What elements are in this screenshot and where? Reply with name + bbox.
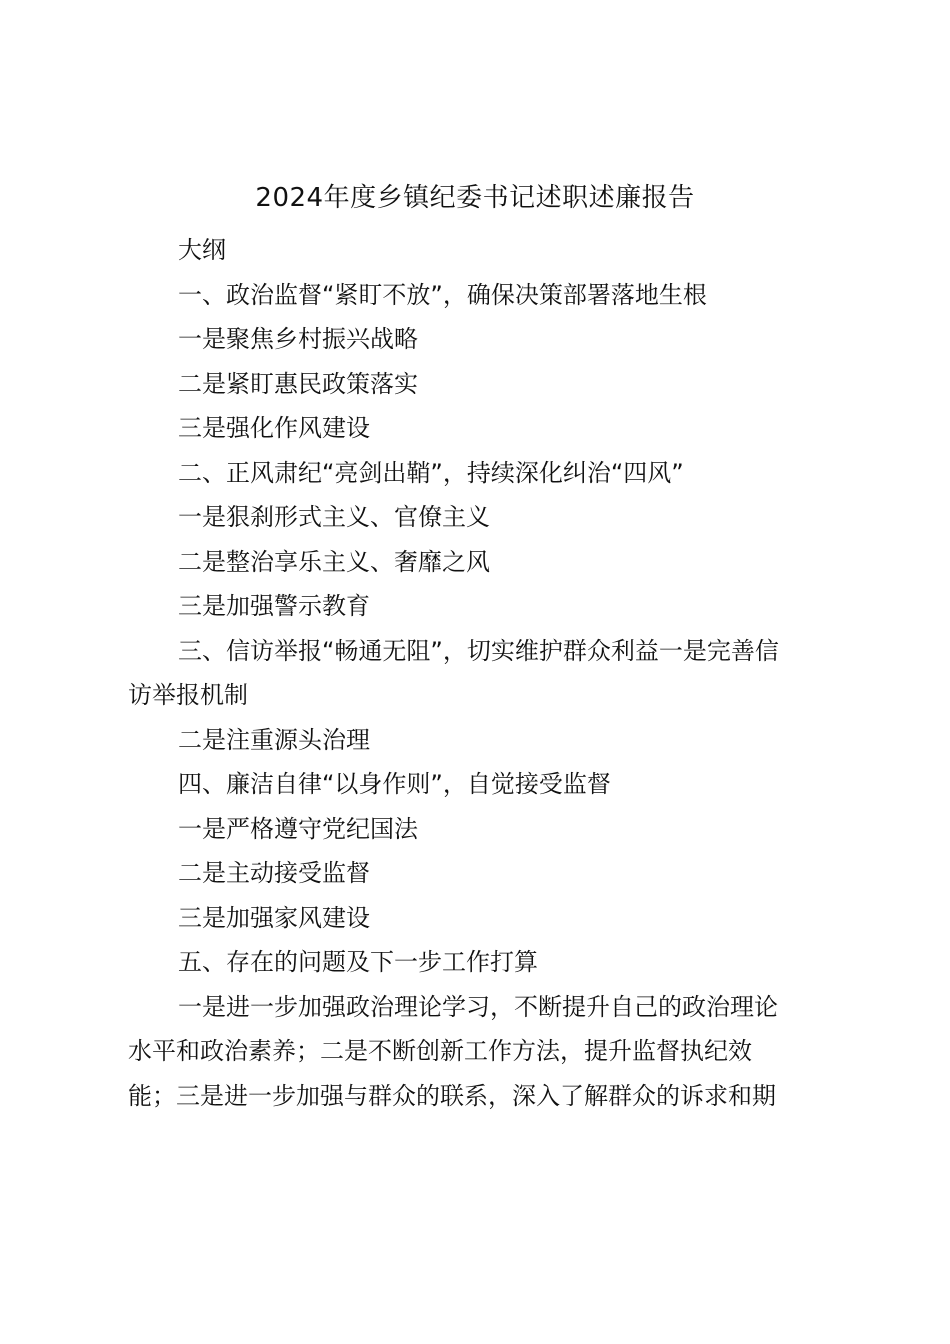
section-5-paragraph-line-2: 水平和政治素养；二是不断创新工作方法，提升监督执纪效 [128,1037,752,1065]
section-heading-1: 一、政治监督“紧盯不放”，确保决策部署落地生根 [178,280,707,309]
section-4-item-2: 二是主动接受监督 [178,859,370,887]
section-heading-2: 二、正风肃纪“亮剑出鞘”，持续深化纠治“四风” [178,458,684,487]
section-2-item-2: 二是整治享乐主义、奢靡之风 [178,547,490,576]
document-body [128,228,833,1118]
section-1-item-2: 二是紧盯惠民政策落实 [178,369,418,398]
section-3-item-1: 二是注重源头治理 [178,725,370,754]
section-5-paragraph-line-3: 能；三是进一步加强与群众的联系，深入了解群众的诉求和期 [128,1081,776,1110]
section-heading-4: 四、廉洁自律“以身作则”，自觉接受监督 [178,770,611,798]
document-title: 2024年度乡镇纪委书记述职述廉报告 [255,183,695,213]
section-4-item-1: 一是严格遵守党纪国法 [178,814,418,843]
section-2-item-3: 三是加强警示教育 [178,592,370,620]
section-4-item-3: 三是加强家风建设 [178,903,370,932]
section-1-item-1: 一是聚焦乡村振兴战略 [178,325,418,353]
section-1-item-3: 三是强化作风建设 [178,414,370,442]
section-2-item-1: 一是狠刹形式主义、官僚主义 [178,503,490,531]
outline-label: 大纲 [178,236,226,264]
section-heading-5: 五、存在的问题及下一步工作打算 [178,948,538,976]
section-5-paragraph-line-1: 一是进一步加强政治理论学习，不断提升自己的政治理论 [178,992,778,1021]
section-heading-3-continued: 访举报机制 [128,681,248,709]
section-heading-3: 三、信访举报“畅通无阻”，切实维护群众利益一是完善信 [178,636,779,665]
